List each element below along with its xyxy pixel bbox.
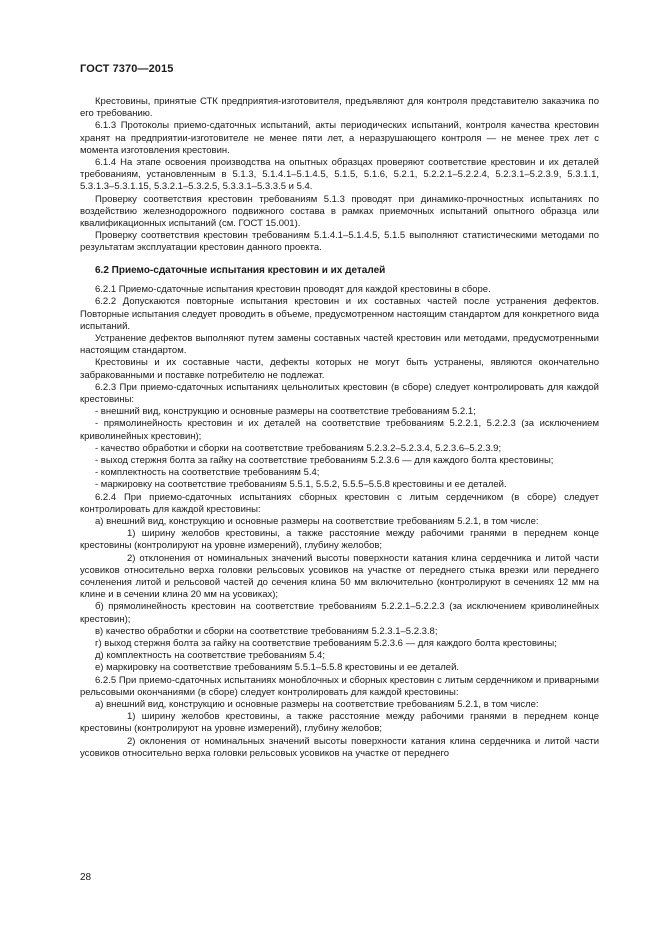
paragraph: Крестовины и их составные части, дефекты которых не могут быть устранены, являются окончательно забракованными и поставке потребителю не подлежат.: [80, 357, 599, 381]
page-number: 28: [80, 872, 92, 883]
paragraph: Устранение дефектов выполняют путем замены составных частей крестовин или методами, предусмотренными настоящим стандартом.: [80, 332, 599, 357]
sub-list-item: 1) ширину желобов крестовины, а также расстояние между рабочими гранями в переднем конце крестовины (контролируют на уровне измерений), глубину желобов;: [80, 528, 599, 552]
list-item: б) прямолинейность крестовин на соответствие требованиям 5.2.2.1–5.2.2.3 (за исключением криволинейных крестовин);: [80, 601, 599, 625]
paragraph: Проверку соответствия крестовин требованиям 5.1.4.1–5.1.4.5, 5.1.5 выполняют статистическими методами по результатам эксплуатации крестовин данного проекта.: [80, 230, 599, 254]
list-item: а) внешний вид, конструкцию и основные размеры на соответствие требованиям 5.2.1, в том числе:: [95, 516, 539, 527]
list-item: а) внешний вид, конструкцию и основные размеры на соответствие требованиям 5.2.1, в том числе:: [95, 699, 539, 711]
section-heading: 6.2 Приемо-сдаточные испытания крестовин и их деталей: [95, 264, 386, 276]
document-header: ГОСТ 7370—2015: [80, 63, 174, 75]
paragraph: Проверку соответствия крестовин требованиям 5.1.3 проводят при динамико-прочностных испытаниях по воздействию железнодорожного подвижного состава в рамках приемочных испытаний опытного образца или квалификационных испытаний (см. ГОСТ 15.001).: [80, 193, 599, 230]
paragraph: 6.2.3 При приемо-сдаточных испытаниях цельнолитых крестовин (в сборе) следует контролировать для каждой крестовины:: [80, 381, 599, 405]
list-item: - маркировку на соответствие требованиям 5.5.1, 5.5.2, 5.5.5–5.5.8 крестовины и ее деталей.: [95, 479, 507, 491]
paragraph: 6.2.1 Приемо-сдаточные испытания крестовин проводят для каждой крестовины в сборе.: [95, 284, 491, 296]
list-item: д) комплектность на соответствие требованиям 5.4;: [95, 650, 325, 662]
list-item: - комплектность на соответствие требованиям 5.4;: [95, 467, 320, 479]
list-item: - качество обработки и сборки на соответствие требованиям 5.2.3.2–5.2.3.4, 5.2.3.6–5.2.3.9;: [95, 442, 502, 454]
paragraph: 6.2.5 При приемо-сдаточных испытаниях моноблочных и сборных крестовин с литым сердечником и приварными рельсовыми окончаниями (в сборе) следует контролировать для каждой крестовины:: [80, 674, 599, 698]
paragraph: 6.2.2 Допускаются повторные испытания крестовин и их составных частей после устранения дефектов. Повторные испытания следует проводить в объеме, предусмотренном настоящим стандартом для конкретного вида испытаний.: [80, 296, 599, 332]
list-item: - прямолинейность крестовин и их деталей на соответствие требованиям 5.2.2.1, 5.2.2.3 (за исключением криволинейных крестовин);: [80, 418, 599, 442]
document-body: [80, 92, 599, 760]
list-item: е) маркировку на соответствие требованиям 5.5.1–5.5.8 крестовины и ее деталей.: [95, 662, 460, 674]
list-item: - внешний вид, конструкцию и основные размеры на соответствие требованиям 5.2.1;: [95, 406, 476, 418]
list-item: г) выход стержня болта за гайку на соответствие требованиям 5.2.3.6 — для каждого болта крестовины;: [95, 638, 557, 650]
paragraph: 6.1.4 На этапе освоения производства на опытных образцах проверяют соответствие крестовин и их деталей требованиям, установленным в 5.1.3, 5.1.4.1–5.1.4.5, 5.1.5, 5.1.6, 5.2.1, 5.2.2.1–5.2.2.4, 5.2.3.1–5.2.3.9, 5.3.1.1, 5.3.1.3–5.3.1.15, 5.3.2.1–5.3.2.5, 5.3.3.1–5.3.3.5 и 5.4.: [80, 157, 599, 193]
paragraph: 6.1.3 Протоколы приемо-сдаточных испытаний, акты периодических испытаний, контроля качества крестовин хранят на предприятии-изготовителе не менее пяти лет, а неразрушающего контроля — не менее трех лет с момента изготовления крестовин.: [80, 120, 599, 156]
list-item: - выход стержня болта за гайку на соответствие требованиям 5.2.3.6 — для каждого болта крестовины;: [95, 454, 554, 466]
sub-list-item: 1) ширину желобов крестовины, а также расстояние между рабочими гранями в переднем конце крестовины (контролируют на уровне измерений), глубину желобов;: [80, 711, 599, 735]
sub-list-item: 2) оклонения от номинальных значений высоты поверхности катания клина сердечника и литой части усовиков относительно верха головки рельсовых усовиков на участке от переднего: [80, 735, 599, 759]
sub-list-item: 2) отклонения от номинальных значений высоты поверхности катания клина сердечника и литой части усовиков относительно верха головки рельсовых усовиков на участке от переднего стыка врезки или переднего сочленения литой и рельсовой частей до сечения клина 50 мм включительно (контролируют в сечениях 12 мм на клине и в сечении клина 20 мм на усовиках);: [80, 552, 599, 601]
paragraph: 6.2.4 При приемо-сдаточных испытаниях сборных крестовин с литым сердечником (в сборе) следует контролировать для каждой крестовины:: [80, 491, 599, 515]
paragraph: Крестовины, принятые СТК предприятия-изготовителя, предъявляют для контроля представителю заказчика по его требованию.: [80, 96, 599, 120]
list-item: в) качество обработки и сборки на соответствие требованиям 5.2.3.1–5.2.3.8;: [95, 625, 438, 637]
